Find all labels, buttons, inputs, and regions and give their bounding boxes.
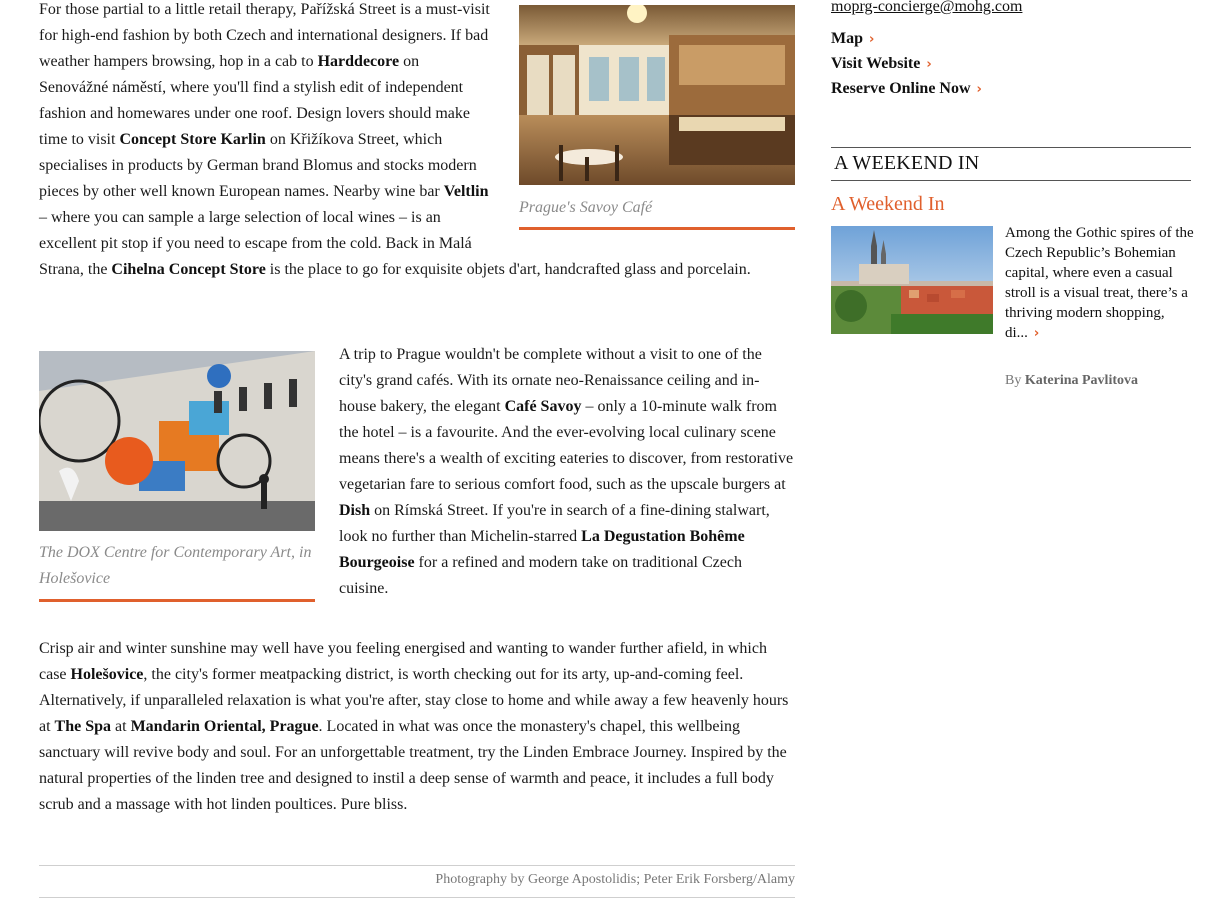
chevron-right-icon: › <box>976 82 982 97</box>
paragraph-text: , the city's former meatpacking district, is worth checking out for its arty, up-and-coming feel. Alternatively, if unparalleled relaxation is what you're after, stay close to home and while away a few heavenly hours at <box>39 666 789 735</box>
photo-credit: Photography by George Apostolidis; Peter Erik Forsberg/Alamy <box>435 872 795 887</box>
weekend-card-title-link[interactable]: A Weekend In <box>831 193 945 215</box>
highlighted-name: Mandarin Oriental, Prague <box>130 718 319 735</box>
paragraph-text: – where you can sample a large selection of local wines – is an excellent pit stop if you need to escape from the cold. Back in Malá Strana, the <box>39 209 472 278</box>
mural-image <box>39 351 315 531</box>
paragraph-text: at <box>111 718 131 735</box>
cafe-interior-image <box>519 5 795 185</box>
dox-caption-rule <box>39 599 315 602</box>
section-title: A WEEKEND IN <box>834 152 980 174</box>
paragraph-text: . Located in what was once the monastery's chapel, this wellbeing sanctuary will revive body and soul. For an unforgettable treatment, try the Linden Embrace Journey. Inspired by the natural properties of the linden tree and designed to instil a deep sense of warmth and peace, it includes a full body scrub and a massage with hot linden poultices. Pure bliss. <box>39 718 787 813</box>
highlighted-name: Dish <box>339 502 371 519</box>
visit-website-link[interactable] <box>831 55 932 73</box>
highlighted-name: Harddecore <box>317 53 400 70</box>
highlighted-name: Concept Store Karlin <box>119 131 266 148</box>
dox-centre-photo <box>39 351 315 531</box>
byline-author[interactable]: Katerina Pavlitova <box>1024 373 1138 388</box>
highlighted-name: La Degustation Bohême Bourgeoise <box>339 528 745 571</box>
paragraph-text: is the place to go for exquisite objets d'art, handcrafted glass and porcelain. <box>265 261 751 278</box>
chevron-right-icon[interactable]: › <box>1033 326 1040 341</box>
section-bottom-rule <box>831 180 1191 181</box>
paragraph-text: on Rímská Street. If you're in search of a fine-dining stalwart, look no further than Michelin-starred <box>339 502 770 545</box>
paragraph-text: A trip to Prague wouldn't be complete without a visit to one of the city's grand cafés. With its ornate neo-Renaissance ceiling and in-house bakery, the elegant <box>339 346 762 415</box>
holesovice-paragraph <box>39 636 797 818</box>
paragraph-text: on Křižíkova Street, which specialises in products by German brand Blomus and stocks modern pieces by other well known European names. Nearby wine bar <box>39 131 477 200</box>
map-link-label: Map <box>831 30 863 47</box>
highlighted-name: The Spa <box>54 718 112 735</box>
highlighted-name: Veltlin <box>443 183 489 200</box>
credit-top-rule <box>39 865 795 866</box>
section-top-rule <box>831 147 1191 148</box>
prague-skyline-thumbnail[interactable] <box>831 226 993 334</box>
weekend-card-excerpt <box>1005 223 1195 344</box>
paragraph-text: for a refined and modern take on traditional Czech cuisine. <box>339 554 742 597</box>
visit-website-label: Visit Website <box>831 55 921 72</box>
chevron-right-icon: › <box>926 57 932 72</box>
highlighted-name: Holešovice <box>70 666 144 683</box>
prague-skyline-image <box>831 226 993 334</box>
chevron-right-icon: › <box>869 32 875 47</box>
concierge-email-link[interactable]: moprg-concierge@mohg.com <box>831 0 1023 15</box>
savoy-caption: Prague's Savoy Café <box>519 199 653 216</box>
paragraph-text: Crisp air and winter sunshine may well have you feeling energised and wanting to wander further afield, in which case <box>39 640 767 683</box>
paragraph-text: – only a 10-minute walk from the hotel – is a favourite. And the ever-evolving local culinary scene means there's a wealth of exciting eateries to discover, from restorative vegetarian fare to serious comfort food, such as the upscale burgers at <box>339 398 794 493</box>
reserve-online-link[interactable] <box>831 80 982 98</box>
credit-bottom-rule <box>39 897 795 898</box>
paragraph-text: For those partial to a little retail therapy, Pařížská Street is a must-visit for high-end fashion by both Czech and international designers. If bad weather hampers browsing, hop in a cab to <box>39 1 490 70</box>
reserve-online-label: Reserve Online Now <box>831 80 971 97</box>
highlighted-name: Cihelna Concept Store <box>111 261 266 278</box>
map-link[interactable] <box>831 30 874 48</box>
dox-caption: The DOX Centre for Contemporary Art, in Holešovice <box>39 544 312 587</box>
paragraph-text: on Senovážné náměstí, where you'll find a stylish edit of independent fashion and homewares under one roof. Design lovers should make time to visit <box>39 53 470 148</box>
byline <box>1005 373 1138 389</box>
weekend-card-text: Among the Gothic spires of the Czech Republic’s Bohemian capital, where even a casual stroll is a visual treat, there’s a thriving modern shopping, di... <box>1005 225 1194 341</box>
highlighted-name: Café Savoy <box>504 398 582 415</box>
byline-prefix: By <box>1005 373 1022 388</box>
savoy-cafe-photo <box>519 5 795 185</box>
savoy-caption-rule <box>519 227 795 230</box>
